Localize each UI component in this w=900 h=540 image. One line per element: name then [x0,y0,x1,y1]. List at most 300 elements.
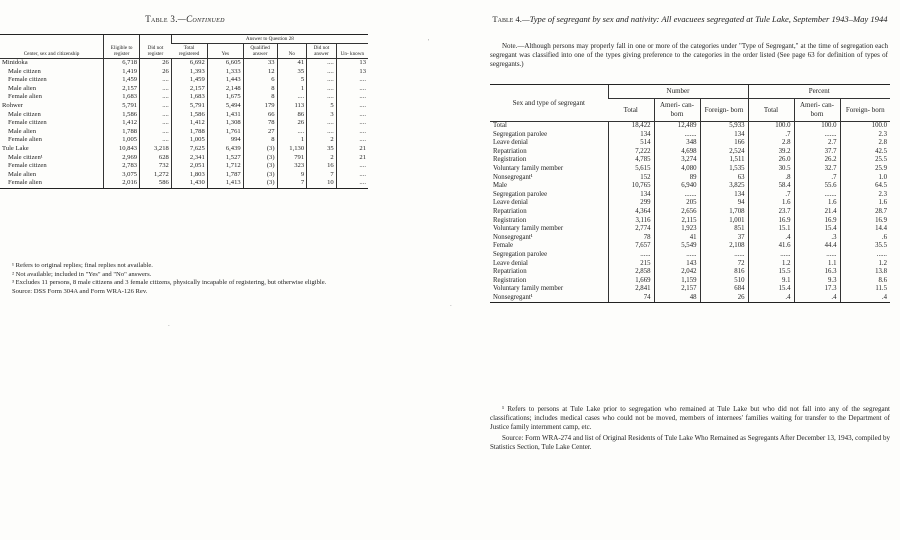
cell-value: 1,001 [700,217,748,226]
cell-value: 2,774 [608,225,654,234]
col-percent-foreign: Foreign- born [840,99,890,122]
col-percent: Percent [748,85,890,99]
right-table-body [490,122,890,303]
table-row [0,136,368,145]
cell-value: 1.1 [794,260,840,269]
cell-value: 2.3 [840,191,890,200]
cell-value: 8 [243,93,277,102]
left-footnote: ² Not available; included in "Yes" and "No" answers. [12,270,152,278]
row-label: Female alien [8,93,42,101]
col-number-american: Ameri- can- born [654,99,700,122]
row-label: Female citizen [8,119,47,127]
cell-value: 3,075 [104,171,140,180]
cell-value: 26.2 [794,156,840,165]
cell-value: 7 [307,171,337,180]
cell-value: 10,843 [104,145,140,154]
cell-value: 30.5 [748,165,794,174]
cell-value: 3 [307,111,337,120]
col-no: No [277,44,307,59]
cell-value: 25.5 [840,156,890,165]
row-label: Segregation parolee [493,190,548,198]
col-number: Number [608,85,748,99]
cell-value: 1,923 [654,225,700,234]
table-row [490,139,890,148]
cell-value: 323 [277,162,307,171]
cell-value: 5,791 [171,102,207,111]
cell-value: 41 [654,234,700,243]
cell-value: .... [307,128,337,137]
cell-value: 16.9 [840,217,890,226]
col-number-foreign: Foreign- born [700,99,748,122]
cell-value: 1.2 [748,260,794,269]
cell-value: (3) [243,171,277,180]
cell-value: 1,788 [171,128,207,137]
cell-value: (3) [243,145,277,154]
cell-value: 3,116 [608,217,654,226]
col-qualified: Qualified answer [243,44,277,59]
table-row [0,111,368,120]
cell-value: 5,549 [654,242,700,251]
row-label: Nonsegregant¹ [490,294,608,303]
cell-value: 13 [336,68,368,77]
cell-value: 26 [140,59,172,68]
cell-value: .4 [748,234,794,243]
cell-value: 1,669 [608,277,654,286]
table-row [0,128,368,137]
left-page [0,0,430,540]
right-source: Source: Form WRA-274 and list of Original Residents of Tule Lake Who Remained as Segregants After December 13, 1943, compiled by Statistics Section, Tule Lake Center. [490,434,890,451]
row-label: Registration [493,216,527,224]
cell-value: 586 [140,179,172,188]
cell-value: 215 [608,260,654,269]
cell-value: 37 [700,234,748,243]
cell-value: 58.4 [748,182,794,191]
cell-value: .... [336,85,368,94]
cell-value: 628 [140,154,172,163]
row-label: Leave denial [493,259,528,267]
cell-value: 3,825 [700,182,748,191]
cell-value: 7 [277,179,307,188]
table-row [490,251,890,260]
cell-value: 1,712 [207,162,243,171]
section-total-row [490,242,890,251]
cell-value: 6,692 [171,59,207,68]
cell-value: .... [336,93,368,102]
cell-value: 9.1 [748,277,794,286]
cell-value: 4,785 [608,156,654,165]
row-label: Voluntary family member [493,225,564,233]
left-footnote: ³ Excludes 11 persons, 8 male citizens and 3 female citizens, physically incapable of registering, but otherwise eligible. [12,279,327,287]
section-total-row [490,182,890,191]
row-label: Repatriation [493,268,527,276]
cell-value: 11.5 [840,285,890,294]
cell-value: 3,274 [654,156,700,165]
cell-value: 732 [140,162,172,171]
cell-value: 1.6 [794,199,840,208]
cell-value: 42.5 [840,148,890,157]
row-label: Segregation parolee [493,130,548,138]
col-sex-type: Sex and type of segregant [490,85,608,122]
col-yes: Yes [207,44,243,59]
row-label: Leave denial [493,199,528,207]
cell-value: 1,419 [104,68,140,77]
cell-value: 17.3 [794,285,840,294]
center-name: Tule Lake [2,144,29,152]
row-label: Repatriation [493,147,527,155]
cell-value: 10 [307,179,337,188]
cell-value: 66 [243,111,277,120]
cell-value: .4 [840,294,890,303]
table-row [490,156,890,165]
cell-value: 1,788 [104,128,140,137]
row-label: Repatriation [493,207,527,215]
col-not-registered: Did not register [140,35,172,59]
cell-value: 16 [307,162,337,171]
row-label: Registration [493,276,527,284]
right-title-text: —Type of segregant by sex and nativity: All evacuees segregated at Tule Lake, September 1943–May 1944 [521,14,888,24]
cell-value: 2,524 [700,148,748,157]
cell-value: 1,683 [171,93,207,102]
row-label: Male citizen [8,67,41,75]
cell-value: 1,787 [207,171,243,180]
table-row [490,208,890,217]
cell-value: 1 [277,85,307,94]
cell-value: 5,494 [207,102,243,111]
cell-value: 100.0 [748,122,794,131]
cell-value: .4 [794,294,840,303]
cell-value: 1,431 [207,111,243,120]
cell-value: 7,222 [608,148,654,157]
cell-value: .... [336,76,368,85]
cell-value: 6,605 [207,59,243,68]
cell-value: ....... [654,131,700,140]
cell-value: 78 [608,234,654,243]
cell-value: 2 [307,154,337,163]
col-percent-american: Ameri- can- born [794,99,840,122]
cell-value: 16.9 [748,217,794,226]
section-label: Total [493,122,507,129]
cell-value: .... [277,93,307,102]
cell-value: 2,051 [171,162,207,171]
cell-value: 35.5 [840,242,890,251]
cell-value: 1.2 [840,260,890,269]
cell-value: 143 [654,260,700,269]
cell-value: 3,218 [140,145,172,154]
left-table-title [0,14,370,24]
cell-value: 2.7 [794,139,840,148]
cell-value: .... [336,179,368,188]
cell-value: 1,535 [700,165,748,174]
cell-value: 1,130 [277,145,307,154]
cell-value: 4,698 [654,148,700,157]
table-row [0,76,368,85]
left-footnote: ¹ Refers to original replies; final replies not available. [12,262,153,269]
cell-value: 134 [700,131,748,140]
cell-value: .... [140,128,172,137]
cell-value: 2.3 [840,131,890,140]
center-name: Rohwer [2,101,23,109]
row-label: Voluntary family member [493,164,564,172]
cell-value: 994 [207,136,243,145]
right-table-title [490,14,890,25]
cell-value: 2,042 [654,268,700,277]
table-row [0,119,368,128]
cell-value: 7,657 [608,242,654,251]
right-footnotes [490,405,890,454]
center-total-row [0,59,368,68]
cell-value: .4 [748,294,794,303]
row-label: Voluntary family member [493,285,564,293]
left-data-table [0,34,368,189]
cell-value: 2,016 [104,179,140,188]
cell-value: .... [336,111,368,120]
table-row [0,171,368,180]
cell-value: 2,157 [104,85,140,94]
table-row [0,85,368,94]
cell-value: 2,841 [608,285,654,294]
cell-value: 152 [608,174,654,183]
cell-value: 7,625 [171,145,207,154]
cell-value: 63 [700,174,748,183]
table-row [0,154,368,163]
cell-value: .... [140,102,172,111]
right-table-note: Note.—Although persons may properly fall in one or more of the categories under "Type of Segregant," at the time of segregation each segregant was classified into one of the types giving preference to the categories in the order listed (See page 63 for definition of types of segregants.) [490,42,888,68]
table-row [490,285,890,294]
scan-speck: . [168,320,170,328]
cell-value: 2.8 [840,139,890,148]
center-total-row [0,145,368,154]
right-footnote: ¹ Refers to persons at Tule Lake prior to segregation who remained at Tule Lake but who did not fall into any of the segregant classifications; includes medical cases who could not be moved, members of internees' families waiting for transfer to the Department of Justice family internment camp, etc. [490,405,890,431]
cell-value: .... [307,119,337,128]
cell-value: 26 [140,68,172,77]
cell-value: .... [140,119,172,128]
cell-value: 18,422 [608,122,654,131]
cell-value: 100.0 [840,122,890,131]
cell-value: ....... [794,131,840,140]
row-label: Segregation parolee [493,250,548,258]
cell-value: ...... [748,251,794,260]
cell-value: 1.6 [748,199,794,208]
cell-value: 15.4 [794,225,840,234]
cell-value: .... [140,136,172,145]
cell-value: .... [336,162,368,171]
cell-value: 2,148 [207,85,243,94]
table-row [490,277,890,286]
cell-value: 2,656 [654,208,700,217]
cell-value: ...... [654,251,700,260]
cell-value: 2,969 [104,154,140,163]
row-label: Female citizen [8,76,47,84]
table-row [0,68,368,77]
center-total-row [0,102,368,111]
cell-value: 134 [608,131,654,140]
table-row [490,294,890,303]
cell-value: 1,005 [104,136,140,145]
cell-value: 5 [307,102,337,111]
col-did-not-answer: Did not answer [307,44,337,59]
cell-value: 6,439 [207,145,243,154]
cell-value: (3) [243,179,277,188]
table-row [490,268,890,277]
cell-value: 1,443 [207,76,243,85]
cell-value: 816 [700,268,748,277]
cell-value: 2,157 [654,285,700,294]
cell-value: 1,803 [171,171,207,180]
cell-value: 15.4 [748,285,794,294]
table-row [490,217,890,226]
cell-value: 26 [700,294,748,303]
cell-value: 134 [608,191,654,200]
cell-value: 25.9 [840,165,890,174]
cell-value: 510 [700,277,748,286]
table-row [0,93,368,102]
cell-value: .... [307,93,337,102]
cell-value: 1.0 [840,174,890,183]
cell-value: 72 [700,260,748,269]
cell-value: 35 [277,68,307,77]
cell-value: 5 [277,76,307,85]
cell-value: 1,586 [171,111,207,120]
cell-value: 89 [654,174,700,183]
cell-value: 1,675 [207,93,243,102]
table-row [490,199,890,208]
cell-value: 9.3 [794,277,840,286]
cell-value: 2,115 [654,217,700,226]
cell-value: 14.4 [840,225,890,234]
cell-value: .3 [794,234,840,243]
cell-value: 15.1 [748,225,794,234]
cell-value: 2,108 [700,242,748,251]
cell-value: 1 [277,136,307,145]
cell-value: 514 [608,139,654,148]
cell-value: 23.7 [748,208,794,217]
cell-value: 6 [243,76,277,85]
cell-value: .8 [748,174,794,183]
table-row [490,234,890,243]
left-title-suffix: —Continued [177,14,225,24]
cell-value: 1.6 [840,199,890,208]
cell-value: .... [336,136,368,145]
cell-value: 348 [654,139,700,148]
right-page [470,0,900,540]
col-total-registered: Total registered [171,44,207,59]
cell-value: ....... [654,191,700,200]
cell-value: 299 [608,199,654,208]
cell-value: 1,527 [207,154,243,163]
cell-value: 1,333 [207,68,243,77]
table-row [490,225,890,234]
cell-value: 21 [336,145,368,154]
cell-value: .7 [794,174,840,183]
cell-value: 13.8 [840,268,890,277]
cell-value: 1,511 [700,156,748,165]
cell-value: 12 [243,68,277,77]
cell-value: 41.6 [748,242,794,251]
cell-value: 15.5 [748,268,794,277]
col-answer-group: Answer to Question 28 [171,35,368,44]
cell-value: 28.7 [840,208,890,217]
cell-value: 100.0 [794,122,840,131]
table-row [490,174,890,183]
cell-value: 5,791 [104,102,140,111]
cell-value: 6,940 [654,182,700,191]
cell-value: 2 [307,136,337,145]
cell-value: 2,157 [171,85,207,94]
cell-value: 48 [654,294,700,303]
cell-value: (3) [243,154,277,163]
cell-value: 113 [277,102,307,111]
left-title-prefix: Table 3. [145,14,178,24]
left-table-body [0,59,368,189]
section-total-row [490,122,890,131]
row-label: Nonsegregant¹ [493,233,533,241]
cell-value: 32.7 [794,165,840,174]
cell-value: 2,341 [171,154,207,163]
cell-value: .... [336,171,368,180]
left-source: Source: DSS Form 304A and Form WRA-126 Rev. [12,287,148,295]
cell-value: 1,430 [171,179,207,188]
cell-value: 851 [700,225,748,234]
cell-value: 74 [608,294,654,303]
table-row [0,179,368,188]
cell-value: 5,933 [700,122,748,131]
cell-value: 12,489 [654,122,700,131]
cell-value: .... [336,119,368,128]
cell-value: ....... [794,191,840,200]
cell-value: 4,080 [654,165,700,174]
left-footnotes [4,262,364,296]
cell-value: .... [336,102,368,111]
cell-value: 21 [336,154,368,163]
cell-value: .... [140,111,172,120]
cell-value: 8.6 [840,277,890,286]
right-title-prefix: Table 4. [492,14,522,24]
cell-value: 1,708 [700,208,748,217]
cell-value: 166 [700,139,748,148]
col-unknown: Un- known [336,44,368,59]
row-label: Male alien [8,84,37,92]
cell-value: .... [307,59,337,68]
cell-value: .6 [840,234,890,243]
cell-value: 5,615 [608,165,654,174]
cell-value: 1,412 [104,119,140,128]
cell-value: 1,459 [104,76,140,85]
scan-speck: . [450,300,452,308]
cell-value: 1,272 [140,171,172,180]
cell-value: 1,413 [207,179,243,188]
right-data-table [490,84,890,303]
cell-value: 791 [277,154,307,163]
cell-value: 33 [243,59,277,68]
col-eligible: Eligible to register [104,35,140,59]
cell-value: 1,393 [171,68,207,77]
row-label: Leave denial [493,139,528,147]
row-label: Male alien [8,127,37,135]
table-row [490,260,890,269]
cell-value: 9 [277,171,307,180]
cell-value: 8 [243,136,277,145]
cell-value: (3) [243,162,277,171]
cell-value: 64.5 [840,182,890,191]
cell-value: 27 [243,128,277,137]
cell-value: 37.7 [794,148,840,157]
cell-value: 10,765 [608,182,654,191]
cell-value: .... [307,68,337,77]
cell-value: 44.4 [794,242,840,251]
cell-value: 86 [277,111,307,120]
cell-value: 41 [277,59,307,68]
cell-value: 2,783 [104,162,140,171]
